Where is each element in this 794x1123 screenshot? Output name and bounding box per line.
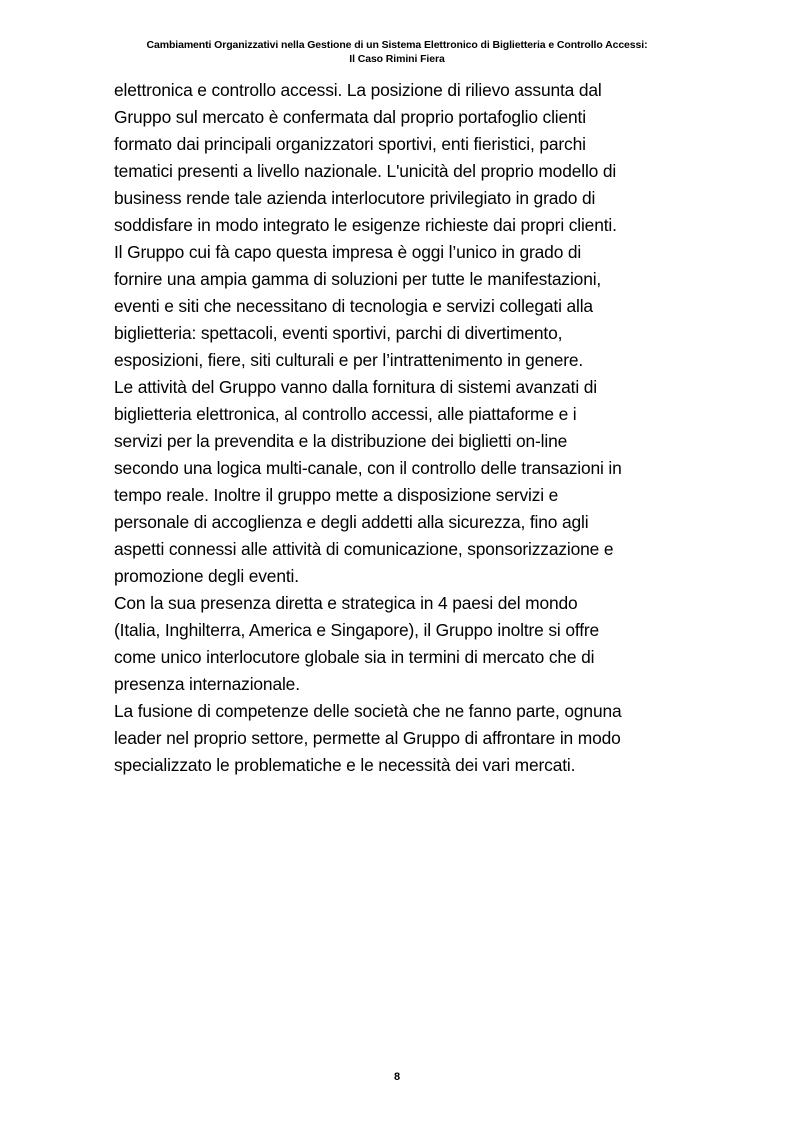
text-line: business rende tale azienda interlocutore privilegiato in grado di — [114, 188, 596, 208]
running-header — [60, 38, 734, 66]
text-line: tempo reale. Inoltre il gruppo mette a disposizione servizi e — [114, 485, 559, 505]
text-line: Con la sua presenza diretta e strategica in 4 paesi del mondo — [114, 593, 578, 613]
page-number: 8 — [393, 1071, 401, 1083]
text-line: Gruppo sul mercato è confermata dal proprio portafoglio clienti — [114, 107, 586, 127]
text-line: Il Gruppo cui fà capo questa impresa è oggi l’unico in grado di — [114, 242, 582, 262]
text-line: eventi e siti che necessitano di tecnologia e servizi collegati alla — [114, 296, 593, 316]
text-line: (Italia, Inghilterra, America e Singapore), il Gruppo inoltre si offre — [114, 620, 600, 640]
text-line: Le attività del Gruppo vanno dalla fornitura di sistemi avanzati di — [114, 377, 597, 397]
text-line: formato dai principali organizzatori sportivi, enti fieristici, parchi — [114, 134, 586, 154]
text-line: biglietteria elettronica, al controllo accessi, alle piattaforme e i — [114, 404, 577, 424]
text-line: fornire una ampia gamma di soluzioni per tutte le manifestazioni, — [114, 269, 602, 289]
text-line: specializzato le problematiche e le necessità dei vari mercati. — [114, 755, 576, 775]
text-line: biglietteria: spettacoli, eventi sportivi, parchi di divertimento, — [114, 323, 563, 343]
text-line: elettronica e controllo accessi. La posizione di rilievo assunta dal — [114, 80, 602, 100]
text-line: aspetti connessi alle attività di comunicazione, sponsorizzazione e — [114, 539, 614, 559]
header-subtitle: Il Caso Rimini Fiera — [349, 53, 445, 65]
body-text — [114, 77, 714, 779]
text-line: La fusione di competenze delle società che ne fanno parte, ognuna — [114, 701, 622, 721]
text-line: leader nel proprio settore, permette al Gruppo di affrontare in modo — [114, 728, 621, 748]
text-line: presenza internazionale. — [114, 674, 300, 694]
text-line: come unico interlocutore globale sia in termini di mercato che di — [114, 647, 595, 667]
text-line: esposizioni, fiere, siti culturali e per l’intrattenimento in genere. — [114, 350, 584, 370]
text-line: servizi per la prevendita e la distribuzione dei biglietti on-line — [114, 431, 568, 451]
text-line: tematici presenti a livello nazionale. L'unicità del proprio modello di — [114, 161, 617, 181]
text-line: secondo una logica multi-canale, con il controllo delle transazioni in — [114, 458, 622, 478]
text-line: soddisfare in modo integrato le esigenze richieste dai propri clienti. — [114, 215, 617, 235]
text-line: promozione degli eventi. — [114, 566, 299, 586]
header-title: Cambiamenti Organizzativi nella Gestione di un Sistema Elettronico di Biglietteria e Controllo Accessi: — [146, 39, 648, 51]
text-line: personale di accoglienza e degli addetti alla sicurezza, fino agli — [114, 512, 589, 532]
